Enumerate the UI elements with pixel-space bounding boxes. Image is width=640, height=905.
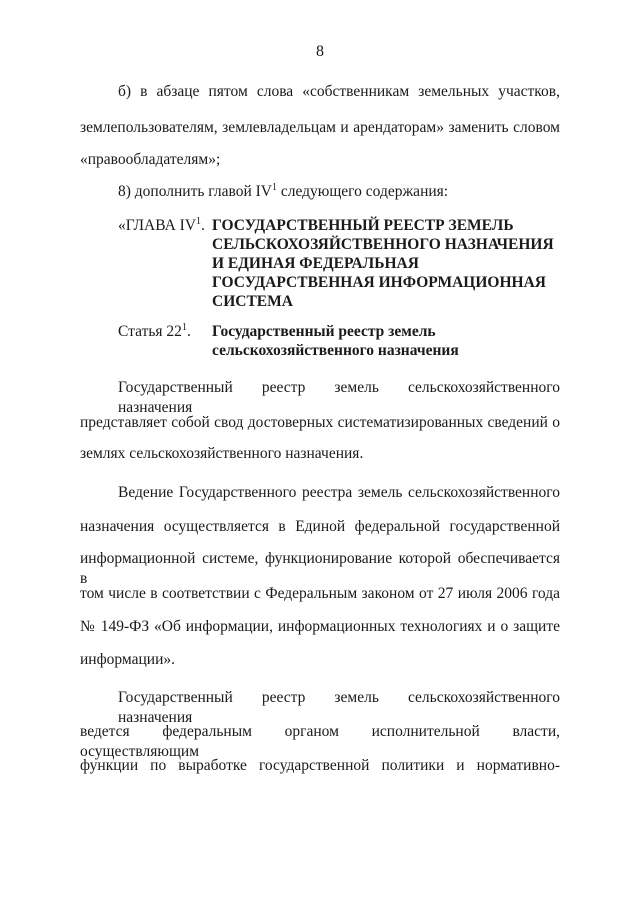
text-line [118, 182, 448, 204]
superscript: 1 [271, 182, 277, 193]
superscript: 1 [196, 216, 202, 227]
chapter-label [118, 216, 205, 237]
text-fragment: 8) дополнить главой IV [118, 183, 272, 200]
text-fragment: следующего содержания: [276, 183, 449, 200]
chapter-title [212, 216, 572, 311]
text-line: представляет собой свод достоверных систематизированных сведений о [80, 414, 560, 431]
text-line: назначения осуществляется в Единой федеральной государственной [80, 518, 560, 535]
title-line: Государственный реестр земель [212, 323, 436, 340]
text-line: землепользователям, землевладельцам и арендаторам» заменить словом [80, 119, 560, 136]
page-number: 8 [316, 43, 324, 60]
title-line: СЕЛЬСКОХОЗЯЙСТВЕННОГО НАЗНАЧЕНИЯ [212, 236, 554, 253]
title-line: сельскохозяйственного назначения [212, 342, 459, 359]
label-text: . [186, 323, 191, 340]
text-line: ведется федеральным органом исполнительной власти, осуществляющим [80, 723, 560, 760]
article-label [118, 322, 191, 343]
text-line: землях сельскохозяйственного назначения. [80, 445, 364, 462]
text-line: Ведение Государственного реестра земель сельскохозяйственного [118, 484, 560, 501]
text-line: «правообладателям»; [80, 151, 221, 168]
text-line: функции по выработке государственной политики и нормативно- [80, 757, 560, 774]
article-title [212, 322, 572, 360]
text-line: информационной системе, функционирование которой обеспечивается в [80, 550, 560, 587]
title-line: СИСТЕМА [212, 293, 293, 310]
label-text: «ГЛАВА IV [118, 217, 197, 234]
label-text: Статья 22 [118, 323, 182, 340]
label-text: . [201, 217, 205, 234]
title-line: ГОСУДАРСТВЕННЫЙ РЕЕСТР ЗЕМЕЛЬ [212, 217, 514, 234]
text-line: том числе в соответствии с Федеральным законом от 27 июля 2006 года [80, 585, 560, 602]
text-line: Государственный реестр земель сельскохозяйственного назначения [118, 689, 560, 726]
title-line: И ЕДИНАЯ ФЕДЕРАЛЬНАЯ [212, 255, 419, 272]
text-line: Государственный реестр земель сельскохозяйственного назначения [118, 379, 560, 416]
superscript: 1 [181, 322, 187, 333]
text-line: № 149-ФЗ «Об информации, информационных технологиях и о защите [80, 618, 560, 635]
text-line: информации». [80, 651, 175, 668]
title-line: ГОСУДАРСТВЕННАЯ ИНФОРМАЦИОННАЯ [212, 274, 546, 291]
text-line: б) в абзаце пятом слова «собственникам земельных участков, [118, 83, 560, 100]
